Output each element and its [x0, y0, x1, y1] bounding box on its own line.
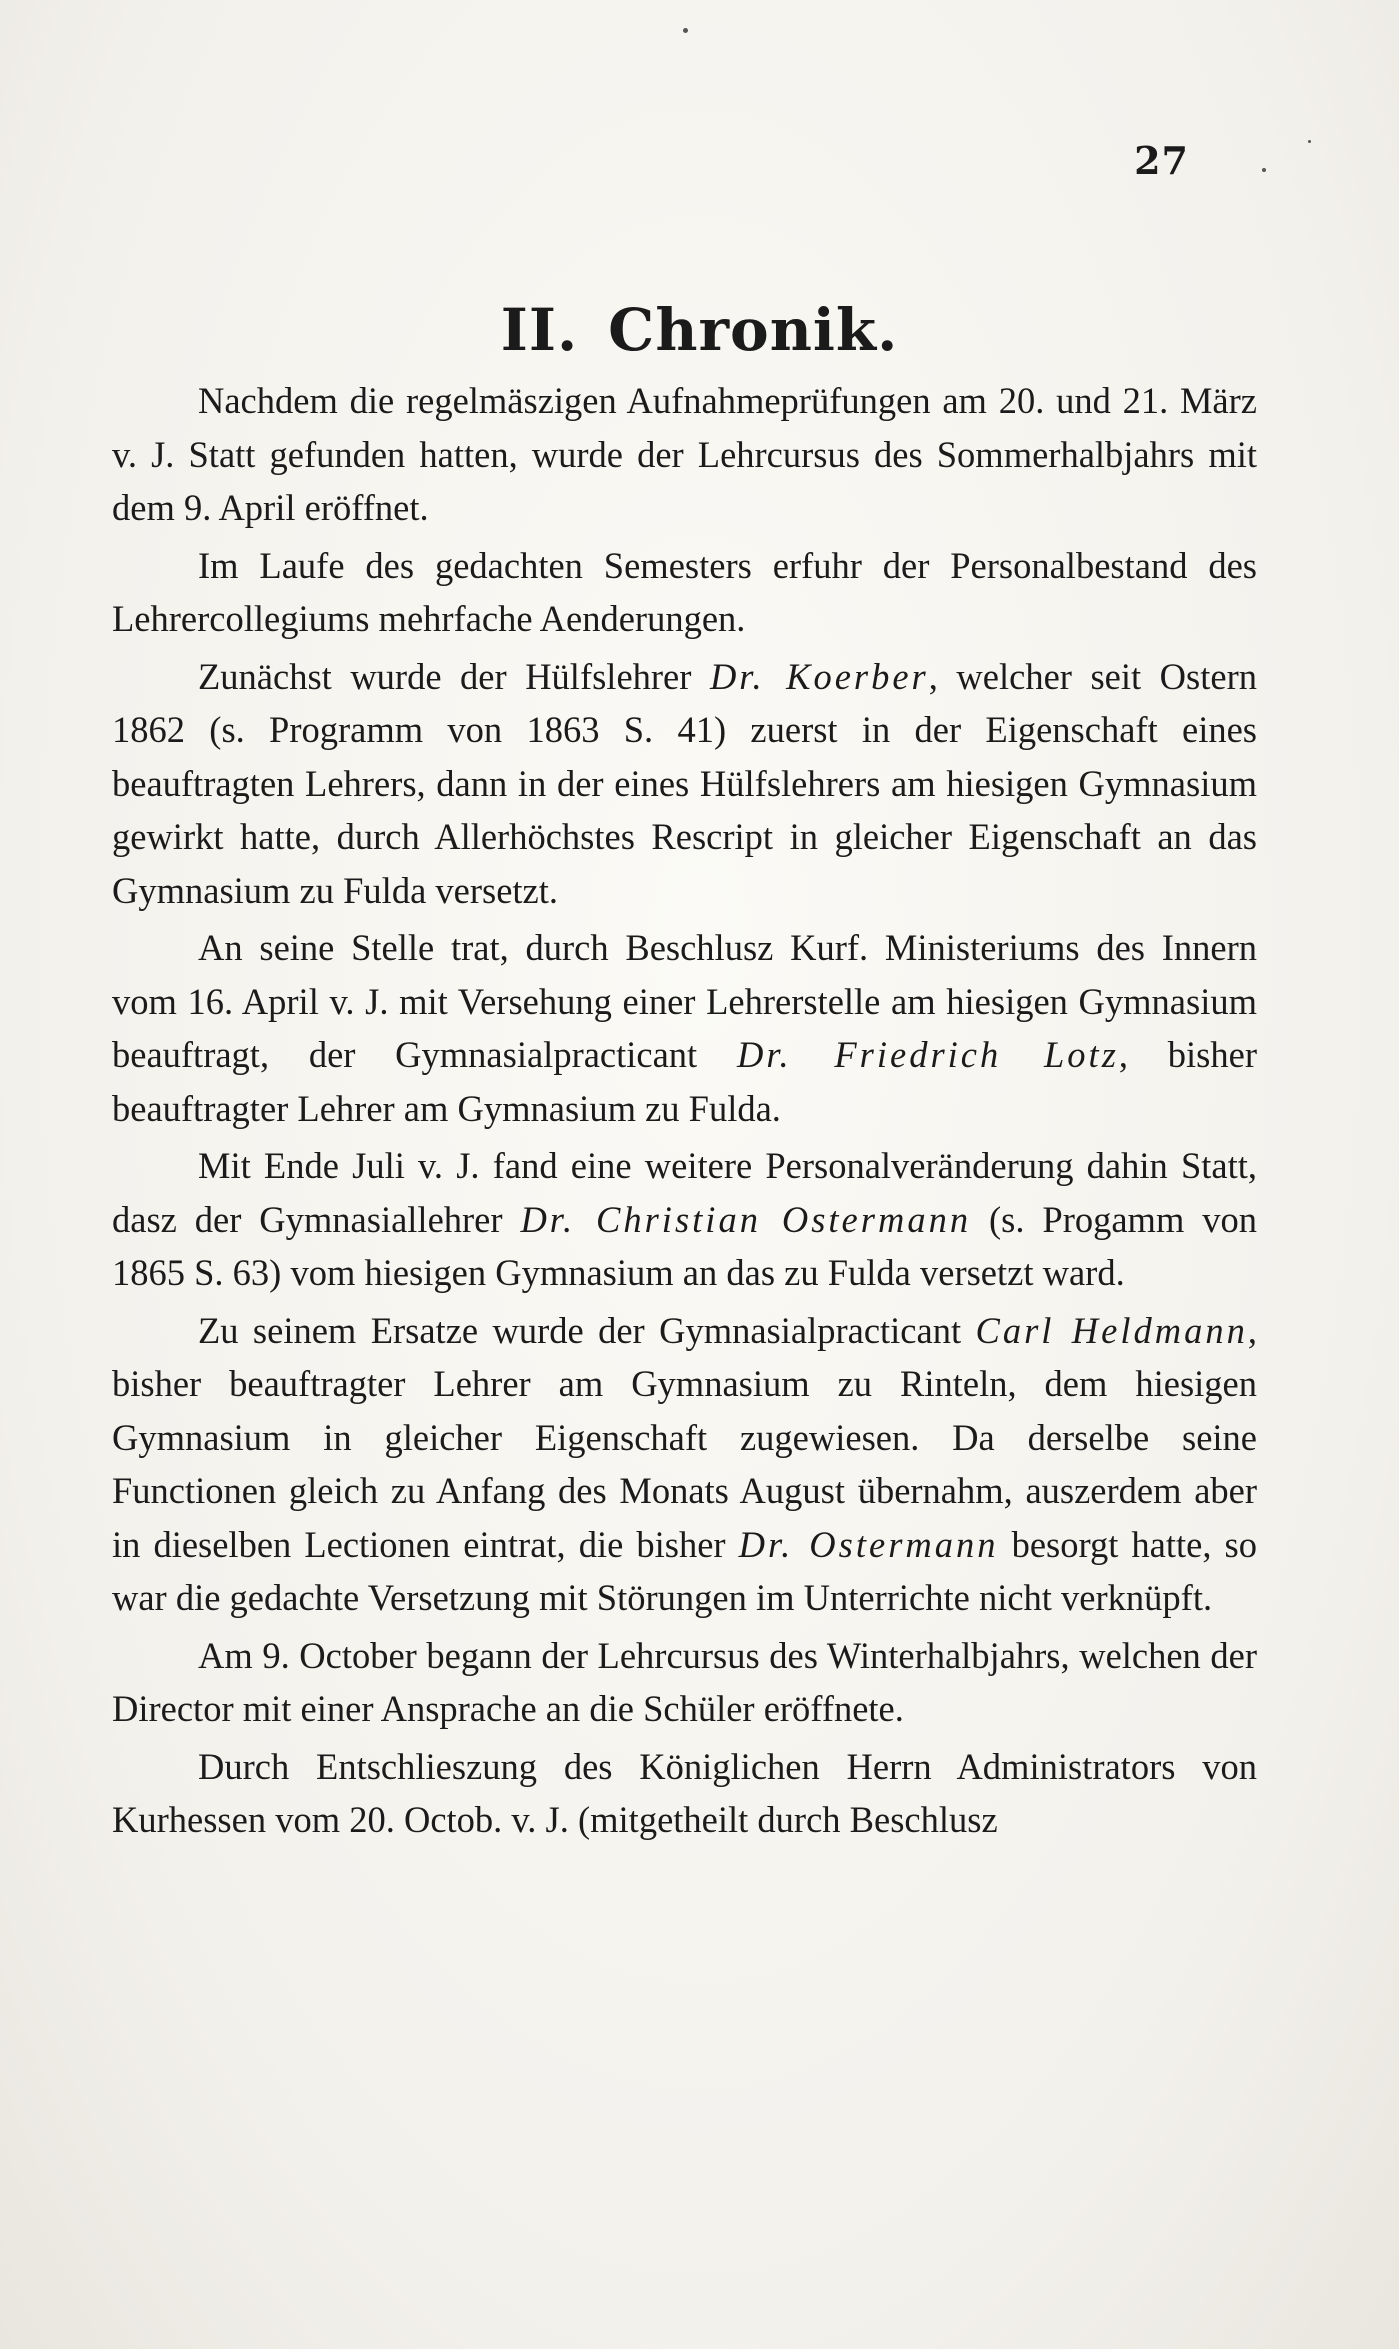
person-name: Dr. Friedrich Lotz — [736, 1034, 1119, 1075]
print-speck — [683, 28, 688, 33]
paragraph-text: Zunächst wurde der Hülfslehrer — [198, 655, 710, 697]
paragraph-text: Mit Ende Juli v. J. fand eine weitere Personalveränderung dahin Statt, dasz der Gymnasiallehrer — [112, 1145, 1257, 1240]
section-number: II. — [500, 296, 579, 364]
paragraph-text: Durch Entschlieszung des Königlichen Herrn Administrators von Kurhessen vom 20. Octob. v. J. (mitgetheilt durch Beschlusz — [112, 1745, 1257, 1840]
paragraph-1 — [112, 374, 1257, 535]
section-title: Chronik. — [608, 296, 899, 364]
paragraph-text: (s. Progamm von 1865 S. 63) vom hiesigen Gymnasium an das zu Fulda versetzt ward. — [112, 1198, 1257, 1293]
body-text — [112, 374, 1257, 1851]
paragraph-8 — [112, 1740, 1257, 1847]
paragraph-7 — [112, 1629, 1257, 1736]
paragraph-text: Zu seinem Ersatze wurde der Gymnasialpracticant — [198, 1309, 976, 1351]
paragraph-text: Nachdem die regelmäszigen Aufnahmeprüfungen am 20. und 21. März v. J. Statt gefunden hatten, wurde der Lehrcursus des Sommerhalbjahrs mit dem 9. April eröffnet. — [112, 380, 1257, 528]
person-name: Carl Heldmann — [975, 1309, 1248, 1351]
paragraph-2 — [112, 539, 1257, 646]
paragraph-3 — [112, 650, 1257, 918]
paragraph-text: , welcher seit Ostern 1862 (s. Programm von 1863 S. 41) zuerst in der Eigenschaft eines beauftragten Lehrers, dann in der eines Hülfslehrers am hiesigen Gymnasium gewirkt hatte, durch Allerhöchstes Rescript in gleicher Eigenschaft an das Gymnasium zu Fulda versetzt. — [112, 655, 1257, 911]
paragraph-6 — [112, 1304, 1257, 1625]
person-name: Dr. Christian Ostermann — [520, 1198, 972, 1240]
print-speck — [1308, 140, 1311, 143]
page-number: 27 — [1134, 138, 1189, 183]
print-speck — [1262, 168, 1266, 172]
paragraph-text: Im Laufe des gedachten Semesters erfuhr der Personalbestand des Lehrercollegiums mehrfache Aenderungen. — [112, 544, 1257, 639]
paragraph-4 — [112, 921, 1257, 1135]
paragraph-5 — [112, 1139, 1257, 1300]
section-heading — [0, 296, 1399, 364]
paragraph-text: An seine Stelle trat, durch Beschlusz Kurf. Ministeriums des Innern vom 16. April v. J. mit Versehung einer Lehrerstelle am hiesigen Gymnasium beauftragt, der Gymnasialpracticant — [112, 927, 1257, 1075]
person-name: Dr. Koerber — [709, 655, 929, 697]
paragraph-text: , bisher beauftragter Lehrer am Gymnasium zu Fulda. — [112, 1034, 1257, 1129]
paragraph-text: Am 9. October begann der Lehrcursus des Winterhalbjahrs, welchen der Director mit einer Ansprache an die Schüler eröffnete. — [112, 1634, 1257, 1729]
paragraph-text: , bisher beauftragter Lehrer am Gymnasium zu Rinteln, dem hiesigen Gymnasium in gleicher Eigenschaft zugewiesen. Da derselbe seine Functionen gleich zu Anfang des Monats August übernahm, auszerdem aber in dieselben Lectionen eintrat, die bisher — [112, 1309, 1257, 1565]
person-name: Dr. Ostermann — [738, 1523, 999, 1565]
paragraph-text: besorgt hatte, so war die gedachte Versetzung mit Störungen im Unterrichte nicht verknüpft. — [112, 1523, 1257, 1618]
